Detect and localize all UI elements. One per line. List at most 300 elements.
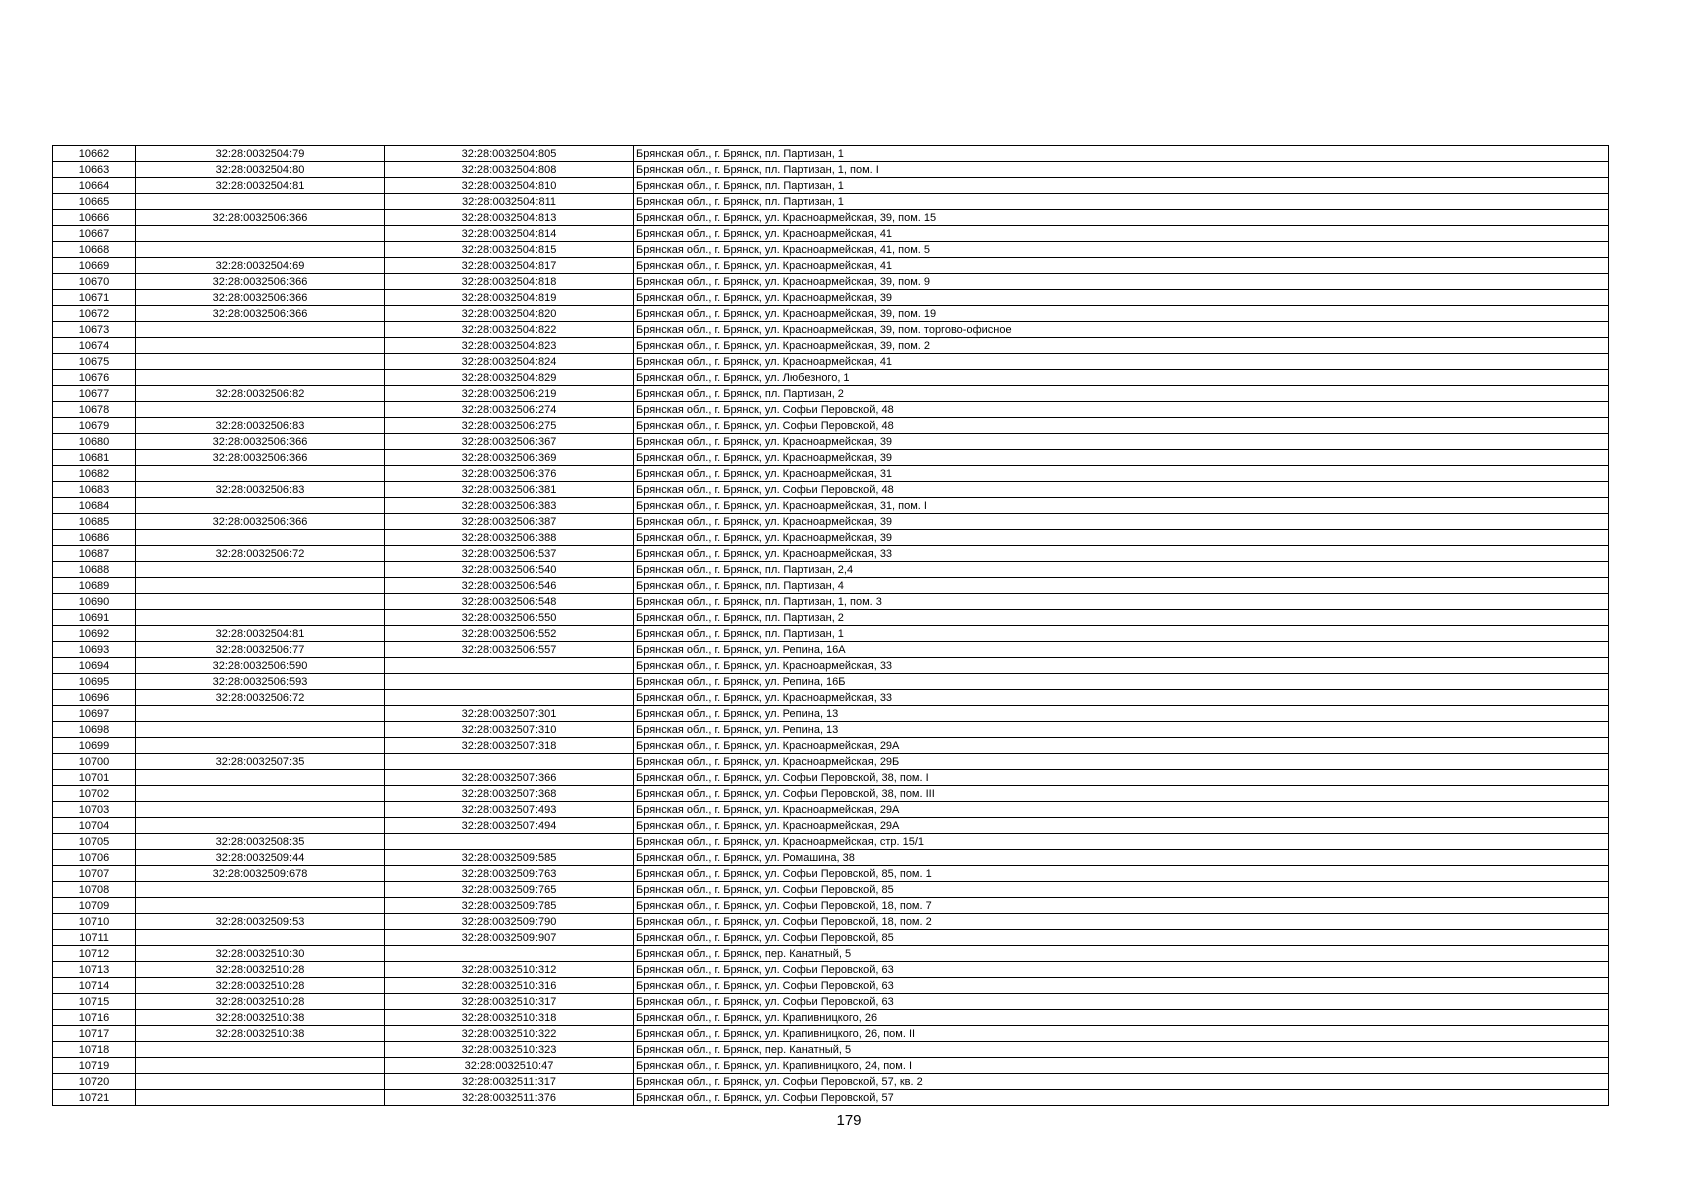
parcel-number-cell: 32:28:0032504:79 xyxy=(136,146,385,162)
object-number-cell xyxy=(385,946,634,962)
row-number-cell: 10677 xyxy=(53,386,136,402)
address-cell: Брянская обл., г. Брянск, ул. Красноармейская, 33 xyxy=(634,546,1609,562)
address-cell: Брянская обл., г. Брянск, ул. Красноармейская, 39, пом. 2 xyxy=(634,338,1609,354)
address-cell: Брянская обл., г. Брянск, ул. Красноармейская, 29А xyxy=(634,738,1609,754)
table-body xyxy=(53,146,1609,1106)
row-number-cell: 10712 xyxy=(53,946,136,962)
table-row xyxy=(53,290,1609,306)
object-number-cell: 32:28:0032504:823 xyxy=(385,338,634,354)
address-cell: Брянская обл., г. Брянск, ул. Репина, 16Б xyxy=(634,674,1609,690)
object-number-cell: 32:28:0032506:367 xyxy=(385,434,634,450)
table-row xyxy=(53,1090,1609,1106)
parcel-number-cell: 32:28:0032506:366 xyxy=(136,290,385,306)
address-cell: Брянская обл., г. Брянск, ул. Крапивницкого, 24, пом. I xyxy=(634,1058,1609,1074)
object-number-cell: 32:28:0032507:301 xyxy=(385,706,634,722)
address-cell: Брянская обл., г. Брянск, ул. Репина, 13 xyxy=(634,706,1609,722)
parcel-number-cell: 32:28:0032510:38 xyxy=(136,1010,385,1026)
object-number-cell: 32:28:0032510:316 xyxy=(385,978,634,994)
object-number-cell: 32:28:0032504:815 xyxy=(385,242,634,258)
address-cell: Брянская обл., г. Брянск, пл. Партизан, 2 xyxy=(634,386,1609,402)
parcel-number-cell xyxy=(136,402,385,418)
parcel-number-cell xyxy=(136,898,385,914)
address-cell: Брянская обл., г. Брянск, ул. Красноармейская, 29Б xyxy=(634,754,1609,770)
parcel-number-cell xyxy=(136,242,385,258)
table-row xyxy=(53,962,1609,978)
parcel-number-cell xyxy=(136,610,385,626)
address-cell: Брянская обл., г. Брянск, ул. Софьи Перовской, 57, кв. 2 xyxy=(634,1074,1609,1090)
row-number-cell: 10690 xyxy=(53,594,136,610)
parcel-number-cell xyxy=(136,594,385,610)
row-number-cell: 10713 xyxy=(53,962,136,978)
row-number-cell: 10693 xyxy=(53,642,136,658)
parcel-number-cell xyxy=(136,770,385,786)
parcel-number-cell: 32:28:0032509:44 xyxy=(136,850,385,866)
address-cell: Брянская обл., г. Брянск, ул. Красноармейская, 39 xyxy=(634,450,1609,466)
table-row xyxy=(53,1074,1609,1090)
row-number-cell: 10699 xyxy=(53,738,136,754)
row-number-cell: 10673 xyxy=(53,322,136,338)
parcel-number-cell: 32:28:0032506:593 xyxy=(136,674,385,690)
address-cell: Брянская обл., г. Брянск, ул. Красноармейская, 39, пом. 15 xyxy=(634,210,1609,226)
row-number-cell: 10672 xyxy=(53,306,136,322)
row-number-cell: 10714 xyxy=(53,978,136,994)
object-number-cell: 32:28:0032510:312 xyxy=(385,962,634,978)
row-number-cell: 10687 xyxy=(53,546,136,562)
row-number-cell: 10698 xyxy=(53,722,136,738)
table-row xyxy=(53,258,1609,274)
parcel-number-cell xyxy=(136,738,385,754)
table-row xyxy=(53,322,1609,338)
table-row xyxy=(53,882,1609,898)
parcel-number-cell: 32:28:0032506:366 xyxy=(136,450,385,466)
row-number-cell: 10705 xyxy=(53,834,136,850)
address-cell: Брянская обл., г. Брянск, ул. Красноармейская, 29А xyxy=(634,818,1609,834)
table-row xyxy=(53,578,1609,594)
object-number-cell: 32:28:0032506:376 xyxy=(385,466,634,482)
row-number-cell: 10685 xyxy=(53,514,136,530)
object-number-cell: 32:28:0032510:322 xyxy=(385,1026,634,1042)
table-row xyxy=(53,306,1609,322)
address-cell: Брянская обл., г. Брянск, ул. Красноармейская, 39, пом. 9 xyxy=(634,274,1609,290)
address-cell: Брянская обл., г. Брянск, ул. Красноармейская, 31, пом. I xyxy=(634,498,1609,514)
table-row xyxy=(53,626,1609,642)
row-number-cell: 10704 xyxy=(53,818,136,834)
object-number-cell: 32:28:0032506:219 xyxy=(385,386,634,402)
table-row xyxy=(53,354,1609,370)
object-number-cell: 32:28:0032504:829 xyxy=(385,370,634,386)
object-number-cell: 32:28:0032507:493 xyxy=(385,802,634,818)
table-row xyxy=(53,498,1609,514)
parcel-number-cell: 32:28:0032506:366 xyxy=(136,274,385,290)
row-number-cell: 10667 xyxy=(53,226,136,242)
object-number-cell: 32:28:0032509:765 xyxy=(385,882,634,898)
object-number-cell: 32:28:0032506:387 xyxy=(385,514,634,530)
object-number-cell: 32:28:0032509:785 xyxy=(385,898,634,914)
object-number-cell: 32:28:0032506:383 xyxy=(385,498,634,514)
table-row xyxy=(53,898,1609,914)
row-number-cell: 10664 xyxy=(53,178,136,194)
address-cell: Брянская обл., г. Брянск, ул. Софьи Перовской, 18, пом. 2 xyxy=(634,914,1609,930)
object-number-cell: 32:28:0032510:318 xyxy=(385,1010,634,1026)
address-cell: Брянская обл., г. Брянск, пл. Партизан, 1 xyxy=(634,146,1609,162)
address-cell: Брянская обл., г. Брянск, ул. Красноармейская, 31 xyxy=(634,466,1609,482)
address-cell: Брянская обл., г. Брянск, ул. Любезного, 1 xyxy=(634,370,1609,386)
table-row xyxy=(53,514,1609,530)
address-cell: Брянская обл., г. Брянск, ул. Софьи Перовской, 48 xyxy=(634,418,1609,434)
row-number-cell: 10717 xyxy=(53,1026,136,1042)
table-row xyxy=(53,562,1609,578)
address-cell: Брянская обл., г. Брянск, пл. Партизан, 1 xyxy=(634,626,1609,642)
table-row xyxy=(53,738,1609,754)
parcel-number-cell: 32:28:0032504:69 xyxy=(136,258,385,274)
address-cell: Брянская обл., г. Брянск, пл. Партизан, 4 xyxy=(634,578,1609,594)
address-cell: Брянская обл., г. Брянск, ул. Репина, 16А xyxy=(634,642,1609,658)
table-row xyxy=(53,850,1609,866)
address-cell: Брянская обл., г. Брянск, ул. Красноармейская, 39, пом. торгово-офисное xyxy=(634,322,1609,338)
object-number-cell: 32:28:0032506:557 xyxy=(385,642,634,658)
object-number-cell: 32:28:0032506:274 xyxy=(385,402,634,418)
parcel-number-cell: 32:28:0032507:35 xyxy=(136,754,385,770)
table-row xyxy=(53,418,1609,434)
object-number-cell: 32:28:0032506:550 xyxy=(385,610,634,626)
object-number-cell xyxy=(385,754,634,770)
address-cell: Брянская обл., г. Брянск, ул. Софьи Перовской, 85, пом. 1 xyxy=(634,866,1609,882)
table-row xyxy=(53,706,1609,722)
parcel-number-cell: 32:28:0032504:80 xyxy=(136,162,385,178)
table-row xyxy=(53,1026,1609,1042)
table-row xyxy=(53,450,1609,466)
object-number-cell: 32:28:0032504:819 xyxy=(385,290,634,306)
parcel-number-cell xyxy=(136,1074,385,1090)
table-row xyxy=(53,658,1609,674)
row-number-cell: 10716 xyxy=(53,1010,136,1026)
address-cell: Брянская обл., г. Брянск, ул. Красноармейская, 33 xyxy=(634,658,1609,674)
row-number-cell: 10665 xyxy=(53,194,136,210)
table-row xyxy=(53,802,1609,818)
parcel-number-cell xyxy=(136,322,385,338)
parcel-number-cell xyxy=(136,338,385,354)
row-number-cell: 10683 xyxy=(53,482,136,498)
parcel-number-cell: 32:28:0032506:72 xyxy=(136,690,385,706)
parcel-number-cell: 32:28:0032506:83 xyxy=(136,482,385,498)
object-number-cell: 32:28:0032506:548 xyxy=(385,594,634,610)
row-number-cell: 10703 xyxy=(53,802,136,818)
object-number-cell: 32:28:0032504:808 xyxy=(385,162,634,178)
parcel-number-cell: 32:28:0032506:590 xyxy=(136,658,385,674)
table-row xyxy=(53,610,1609,626)
parcel-number-cell xyxy=(136,706,385,722)
row-number-cell: 10695 xyxy=(53,674,136,690)
object-number-cell: 32:28:0032509:790 xyxy=(385,914,634,930)
object-number-cell: 32:28:0032506:381 xyxy=(385,482,634,498)
object-number-cell: 32:28:0032507:318 xyxy=(385,738,634,754)
row-number-cell: 10679 xyxy=(53,418,136,434)
row-number-cell: 10662 xyxy=(53,146,136,162)
table-row xyxy=(53,466,1609,482)
table-row xyxy=(53,642,1609,658)
object-number-cell: 32:28:0032504:805 xyxy=(385,146,634,162)
parcel-number-cell xyxy=(136,930,385,946)
table-row xyxy=(53,770,1609,786)
parcel-number-cell xyxy=(136,818,385,834)
row-number-cell: 10721 xyxy=(53,1090,136,1106)
address-cell: Брянская обл., г. Брянск, ул. Красноармейская, 39, пом. 19 xyxy=(634,306,1609,322)
object-number-cell xyxy=(385,674,634,690)
table-row xyxy=(53,402,1609,418)
address-cell: Брянская обл., г. Брянск, ул. Ромашина, 38 xyxy=(634,850,1609,866)
parcel-number-cell xyxy=(136,194,385,210)
table-row xyxy=(53,1058,1609,1074)
row-number-cell: 10720 xyxy=(53,1074,136,1090)
row-number-cell: 10688 xyxy=(53,562,136,578)
table-row xyxy=(53,1010,1609,1026)
parcel-number-cell: 32:28:0032506:366 xyxy=(136,434,385,450)
page-number: 179 xyxy=(836,1112,862,1129)
address-cell: Брянская обл., г. Брянск, ул. Софьи Перовской, 48 xyxy=(634,402,1609,418)
object-number-cell: 32:28:0032506:369 xyxy=(385,450,634,466)
row-number-cell: 10697 xyxy=(53,706,136,722)
parcel-number-cell xyxy=(136,578,385,594)
object-number-cell: 32:28:0032504:824 xyxy=(385,354,634,370)
address-cell: Брянская обл., г. Брянск, пл. Партизан, 2 xyxy=(634,610,1609,626)
address-cell: Брянская обл., г. Брянск, ул. Красноармейская, 39 xyxy=(634,530,1609,546)
table-row xyxy=(53,434,1609,450)
parcel-number-cell: 32:28:0032504:81 xyxy=(136,626,385,642)
table-row xyxy=(53,946,1609,962)
address-cell: Брянская обл., г. Брянск, ул. Софьи Перовской, 38, пом. III xyxy=(634,786,1609,802)
parcel-number-cell: 32:28:0032508:35 xyxy=(136,834,385,850)
address-cell: Брянская обл., г. Брянск, ул. Красноармейская, 41 xyxy=(634,226,1609,242)
object-number-cell: 32:28:0032504:822 xyxy=(385,322,634,338)
object-number-cell: 32:28:0032507:368 xyxy=(385,786,634,802)
row-number-cell: 10715 xyxy=(53,994,136,1010)
object-number-cell: 32:28:0032506:546 xyxy=(385,578,634,594)
address-cell: Брянская обл., г. Брянск, ул. Софьи Перовской, 48 xyxy=(634,482,1609,498)
row-number-cell: 10719 xyxy=(53,1058,136,1074)
parcel-number-cell xyxy=(136,1042,385,1058)
table-row xyxy=(53,754,1609,770)
address-cell: Брянская обл., г. Брянск, ул. Красноармейская, 41, пом. 5 xyxy=(634,242,1609,258)
address-cell: Брянская обл., г. Брянск, пл. Партизан, 2,4 xyxy=(634,562,1609,578)
parcel-number-cell: 32:28:0032506:82 xyxy=(136,386,385,402)
object-number-cell: 32:28:0032510:317 xyxy=(385,994,634,1010)
parcel-number-cell: 32:28:0032509:53 xyxy=(136,914,385,930)
row-number-cell: 10675 xyxy=(53,354,136,370)
row-number-cell: 10663 xyxy=(53,162,136,178)
object-number-cell: 32:28:0032504:813 xyxy=(385,210,634,226)
row-number-cell: 10696 xyxy=(53,690,136,706)
address-cell: Брянская обл., г. Брянск, ул. Крапивницкого, 26 xyxy=(634,1010,1609,1026)
object-number-cell: 32:28:0032510:47 xyxy=(385,1058,634,1074)
table-row xyxy=(53,338,1609,354)
object-number-cell: 32:28:0032506:537 xyxy=(385,546,634,562)
address-cell: Брянская обл., г. Брянск, ул. Софьи Перовской, 57 xyxy=(634,1090,1609,1106)
object-number-cell: 32:28:0032504:810 xyxy=(385,178,634,194)
parcel-number-cell xyxy=(136,498,385,514)
row-number-cell: 10706 xyxy=(53,850,136,866)
row-number-cell: 10702 xyxy=(53,786,136,802)
table-row xyxy=(53,978,1609,994)
object-number-cell: 32:28:0032507:366 xyxy=(385,770,634,786)
parcel-number-cell: 32:28:0032510:28 xyxy=(136,978,385,994)
table-row xyxy=(53,210,1609,226)
row-number-cell: 10691 xyxy=(53,610,136,626)
row-number-cell: 10666 xyxy=(53,210,136,226)
address-cell: Брянская обл., г. Брянск, ул. Красноармейская, 41 xyxy=(634,258,1609,274)
row-number-cell: 10671 xyxy=(53,290,136,306)
address-cell: Брянская обл., г. Брянск, ул. Софьи Перовской, 63 xyxy=(634,962,1609,978)
address-cell: Брянская обл., г. Брянск, ул. Красноармейская, 39 xyxy=(634,290,1609,306)
object-number-cell: 32:28:0032509:763 xyxy=(385,866,634,882)
parcel-number-cell: 32:28:0032510:38 xyxy=(136,1026,385,1042)
object-number-cell: 32:28:0032509:907 xyxy=(385,930,634,946)
object-number-cell xyxy=(385,834,634,850)
object-number-cell: 32:28:0032510:323 xyxy=(385,1042,634,1058)
row-number-cell: 10710 xyxy=(53,914,136,930)
address-cell: Брянская обл., г. Брянск, пер. Канатный, 5 xyxy=(634,1042,1609,1058)
table-row xyxy=(53,914,1609,930)
table-row xyxy=(53,146,1609,162)
parcel-number-cell xyxy=(136,1058,385,1074)
row-number-cell: 10707 xyxy=(53,866,136,882)
row-number-cell: 10700 xyxy=(53,754,136,770)
parcel-number-cell xyxy=(136,1090,385,1106)
object-number-cell: 32:28:0032511:376 xyxy=(385,1090,634,1106)
address-cell: Брянская обл., г. Брянск, ул. Софьи Перовской, 85 xyxy=(634,930,1609,946)
object-number-cell: 32:28:0032507:310 xyxy=(385,722,634,738)
object-number-cell: 32:28:0032507:494 xyxy=(385,818,634,834)
parcel-number-cell: 32:28:0032509:678 xyxy=(136,866,385,882)
parcel-number-cell: 32:28:0032506:77 xyxy=(136,642,385,658)
table-row xyxy=(53,930,1609,946)
parcel-number-cell xyxy=(136,882,385,898)
table-row xyxy=(53,674,1609,690)
parcel-number-cell xyxy=(136,530,385,546)
object-number-cell: 32:28:0032506:540 xyxy=(385,562,634,578)
row-number-cell: 10689 xyxy=(53,578,136,594)
address-cell: Брянская обл., г. Брянск, ул. Софьи Перовской, 18, пом. 7 xyxy=(634,898,1609,914)
parcel-number-cell xyxy=(136,370,385,386)
table-row xyxy=(53,226,1609,242)
address-cell: Брянская обл., г. Брянск, пл. Партизан, 1 xyxy=(634,194,1609,210)
row-number-cell: 10668 xyxy=(53,242,136,258)
address-cell: Брянская обл., г. Брянск, ул. Красноармейская, 29А xyxy=(634,802,1609,818)
row-number-cell: 10711 xyxy=(53,930,136,946)
address-cell: Брянская обл., г. Брянск, ул. Софьи Перовской, 63 xyxy=(634,994,1609,1010)
table-row xyxy=(53,242,1609,258)
row-number-cell: 10670 xyxy=(53,274,136,290)
address-cell: Брянская обл., г. Брянск, ул. Красноармейская, 41 xyxy=(634,354,1609,370)
address-cell: Брянская обл., г. Брянск, пл. Партизан, 1 xyxy=(634,178,1609,194)
address-cell: Брянская обл., г. Брянск, ул. Красноармейская, 39 xyxy=(634,514,1609,530)
object-number-cell: 32:28:0032504:818 xyxy=(385,274,634,290)
parcel-number-cell xyxy=(136,562,385,578)
object-number-cell xyxy=(385,658,634,674)
address-cell: Брянская обл., г. Брянск, пл. Партизан, 1, пом. I xyxy=(634,162,1609,178)
parcel-number-cell xyxy=(136,466,385,482)
row-number-cell: 10676 xyxy=(53,370,136,386)
row-number-cell: 10692 xyxy=(53,626,136,642)
cadastral-register-table xyxy=(52,145,1609,1106)
table-row xyxy=(53,370,1609,386)
row-number-cell: 10684 xyxy=(53,498,136,514)
parcel-number-cell: 32:28:0032504:81 xyxy=(136,178,385,194)
row-number-cell: 10718 xyxy=(53,1042,136,1058)
table-row xyxy=(53,1042,1609,1058)
address-cell: Брянская обл., г. Брянск, пл. Партизан, 1, пом. 3 xyxy=(634,594,1609,610)
object-number-cell: 32:28:0032506:552 xyxy=(385,626,634,642)
row-number-cell: 10674 xyxy=(53,338,136,354)
parcel-number-cell: 32:28:0032506:366 xyxy=(136,210,385,226)
address-cell: Брянская обл., г. Брянск, ул. Репина, 13 xyxy=(634,722,1609,738)
object-number-cell: 32:28:0032504:814 xyxy=(385,226,634,242)
row-number-cell: 10708 xyxy=(53,882,136,898)
parcel-number-cell: 32:28:0032510:28 xyxy=(136,994,385,1010)
object-number-cell xyxy=(385,690,634,706)
address-cell: Брянская обл., г. Брянск, ул. Красноармейская, 33 xyxy=(634,690,1609,706)
table-row xyxy=(53,722,1609,738)
object-number-cell: 32:28:0032504:820 xyxy=(385,306,634,322)
parcel-number-cell xyxy=(136,722,385,738)
table-row xyxy=(53,594,1609,610)
address-cell: Брянская обл., г. Брянск, пер. Канатный, 5 xyxy=(634,946,1609,962)
row-number-cell: 10686 xyxy=(53,530,136,546)
table-row xyxy=(53,866,1609,882)
table-row xyxy=(53,690,1609,706)
table-row xyxy=(53,274,1609,290)
parcel-number-cell: 32:28:0032506:366 xyxy=(136,514,385,530)
address-cell: Брянская обл., г. Брянск, ул. Софьи Перовской, 38, пом. I xyxy=(634,770,1609,786)
table-row xyxy=(53,994,1609,1010)
table-row xyxy=(53,386,1609,402)
table-row xyxy=(53,818,1609,834)
address-cell: Брянская обл., г. Брянск, ул. Крапивницкого, 26, пом. II xyxy=(634,1026,1609,1042)
parcel-number-cell xyxy=(136,226,385,242)
table-row xyxy=(53,546,1609,562)
address-cell: Брянская обл., г. Брянск, ул. Красноармейская, стр. 15/1 xyxy=(634,834,1609,850)
row-number-cell: 10680 xyxy=(53,434,136,450)
table-row xyxy=(53,482,1609,498)
row-number-cell: 10678 xyxy=(53,402,136,418)
row-number-cell: 10694 xyxy=(53,658,136,674)
table-row xyxy=(53,530,1609,546)
row-number-cell: 10681 xyxy=(53,450,136,466)
object-number-cell: 32:28:0032506:275 xyxy=(385,418,634,434)
address-cell: Брянская обл., г. Брянск, ул. Софьи Перовской, 85 xyxy=(634,882,1609,898)
object-number-cell: 32:28:0032511:317 xyxy=(385,1074,634,1090)
address-cell: Брянская обл., г. Брянск, ул. Софьи Перовской, 63 xyxy=(634,978,1609,994)
parcel-number-cell xyxy=(136,354,385,370)
parcel-number-cell: 32:28:0032506:366 xyxy=(136,306,385,322)
row-number-cell: 10669 xyxy=(53,258,136,274)
table-row xyxy=(53,162,1609,178)
parcel-number-cell xyxy=(136,802,385,818)
row-number-cell: 10682 xyxy=(53,466,136,482)
parcel-number-cell: 32:28:0032506:72 xyxy=(136,546,385,562)
object-number-cell: 32:28:0032504:817 xyxy=(385,258,634,274)
parcel-number-cell xyxy=(136,786,385,802)
row-number-cell: 10709 xyxy=(53,898,136,914)
parcel-number-cell: 32:28:0032506:83 xyxy=(136,418,385,434)
object-number-cell: 32:28:0032504:811 xyxy=(385,194,634,210)
table-row xyxy=(53,194,1609,210)
row-number-cell: 10701 xyxy=(53,770,136,786)
object-number-cell: 32:28:0032509:585 xyxy=(385,850,634,866)
address-cell: Брянская обл., г. Брянск, ул. Красноармейская, 39 xyxy=(634,434,1609,450)
table-row xyxy=(53,834,1609,850)
table-row xyxy=(53,786,1609,802)
table-row xyxy=(53,178,1609,194)
